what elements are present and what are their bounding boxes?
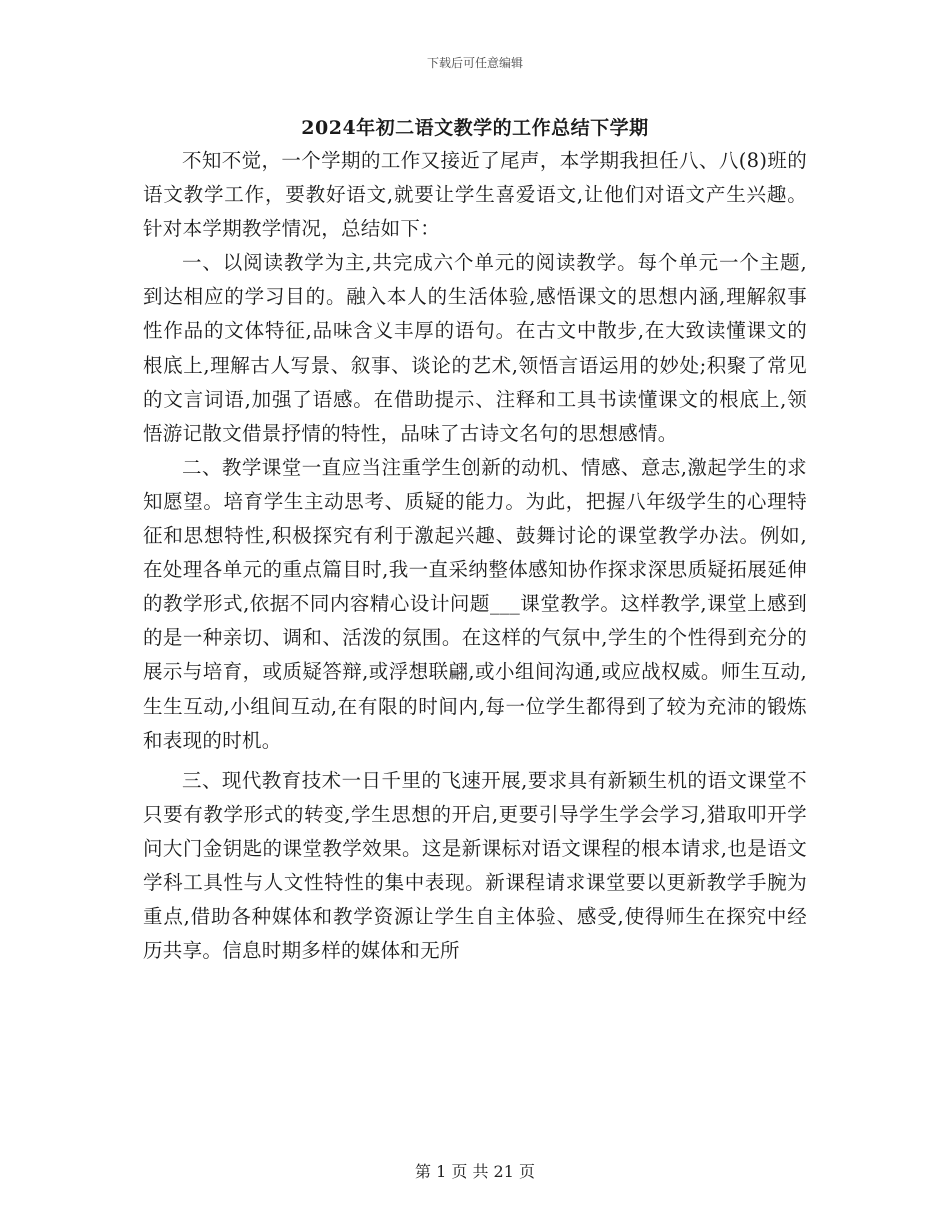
page-number-footer: 第 1 页 共 21 页 [415,1162,535,1181]
paragraph-education-technology: 三、现代教育技术一日千里的飞速开展,要求具有新颖生机的语文课堂不只要有教学形式的转变,学生思想的开启,更要引导学生学会学习,猎取叩开学问大门金钥匙的课堂教学效果。这是新课标对语文课程的根本请求,也是语文学科工具性与人文性特性的集中表现。新课程请求课堂要以更新教学手腕为重点,借助各种媒体和教学资源让学生自主体验、感受,使得师生在探究中经历共享。信息时期多样的媒体和无所 [143,768,807,963]
paragraph-intro: 不知不觉，一个学期的工作又接近了尾声，本学期我担任八、八(8)班的语文教学工作，要教好语文,就要让学生喜爱语文,让他们对语文产生兴趣。针对本学期教学情况，总结如下： [143,149,807,241]
paragraph-classroom-teaching: 二、教学课堂一直应当注重学生创新的动机、情感、意志,激起学生的求知愿望。培育学生主动思考、质疑的能力。为此，把握八年级学生的心理特征和思想特性,积极探究有利于激起兴趣、鼓舞讨论的课堂教学办法。例如,在处理各单元的重点篇目时,我一直采纳整体感知协作探求深思质疑拓展延伸的教学形式,依据不同内容精心设计问题___课堂教学。这样教学,课堂上感到的是一种亲切、调和、活泼的氛围。在这样的气氛中,学生的个性得到充分的展示与培育，或质疑答辩,或浮想联翩,或小组间沟通,或应战权威。师生互动,生生互动,小组间互动,在有限的时间内,每一位学生都得到了较为充沛的锻炼和表现的时机。 [143,455,807,752]
paragraph-reading-teaching: 一、以阅读教学为主,共完成六个单元的阅读教学。每个单元一个主题,到达相应的学习目的。融入本人的生活体验,感悟课文的思想内涵,理解叙事性作品的文体特征,品味含义丰厚的语句。在古文中散步,在大致读懂课文的根底上,理解古人写景、叙事、谈论的艺术,领悟言语运用的妙处;积聚了常见的文言词语,加强了语感。在借助提示、注释和工具书读懂课文的根底上,领悟游记散文借景抒情的特性，品味了古诗文名句的思想感情。 [143,251,807,445]
document-title: 2024年初二语文教学的工作总结下学期 [301,117,649,139]
document-body [143,144,807,968]
page-header-note: 下载后可任意编辑 [426,56,523,70]
